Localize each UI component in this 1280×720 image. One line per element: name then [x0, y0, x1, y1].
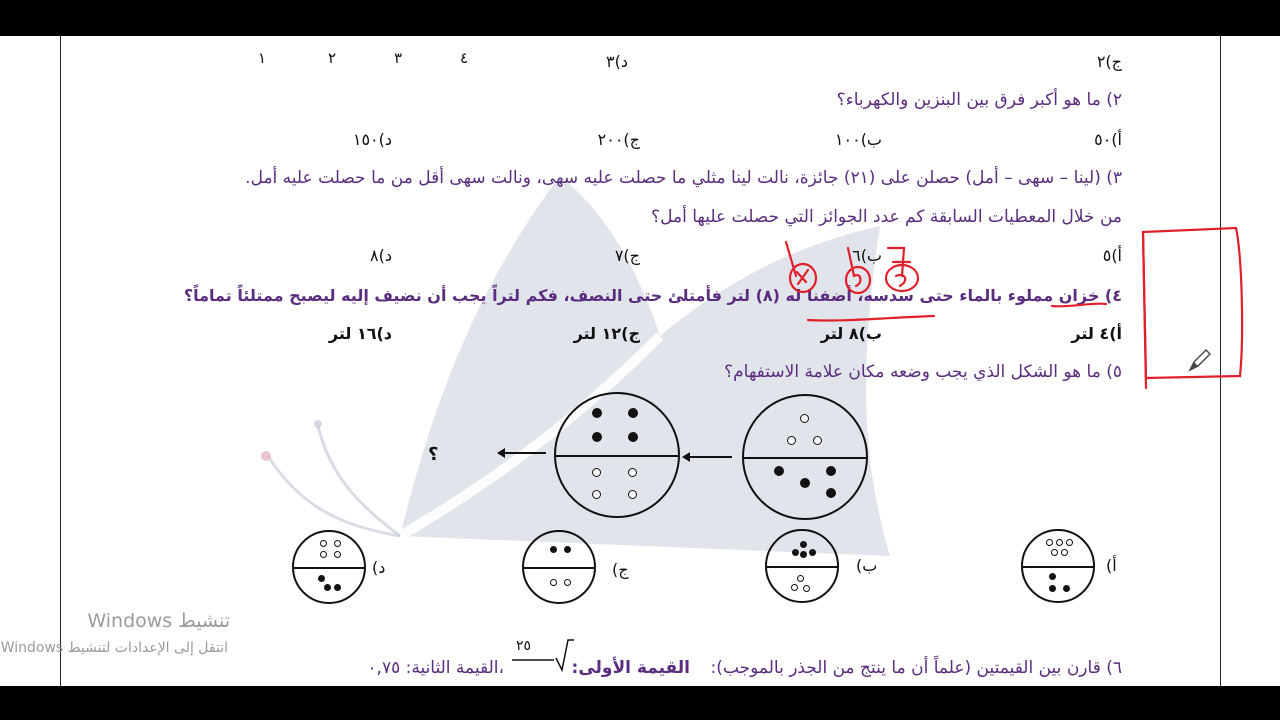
- q4-option-d: د)١٦ لتر: [328, 324, 392, 343]
- q5-option-c-label: ج): [612, 560, 629, 579]
- q3-option-c: ج)٧: [614, 246, 640, 265]
- video-letterbox-bottom: [0, 686, 1280, 720]
- q6-first-value-label: القيمة الأولى:: [571, 658, 690, 678]
- handwritten-annotations: [0, 36, 1280, 686]
- q2-option-a: أ)٥٠: [1094, 130, 1122, 149]
- q5-option-a-label: أ): [1106, 556, 1117, 575]
- q5-option-b-label: ب): [856, 556, 878, 575]
- q6-question: ٦) قارن بين القيمتين (علماً أن ما ينتج من الجذر بالموجب):: [710, 658, 1122, 678]
- number-4: ٤: [460, 49, 469, 67]
- q4-question: ٤) خزان مملوء بالماء حتى سدسه، أضفنا له (٨) لتر فأمتلئ حتى النصف، فكم لتراً يجب أن نضيف إليه ليصبح ممتلئاً تماماً؟: [183, 286, 1122, 305]
- windows-activation-subtitle: انتقل إلى الإعدادات لتنشيط Windows: [0, 640, 228, 656]
- q3-question-line1: ٣) (لينا – سهى – أمل) حصلن على (٢١) جائزة، نالت لينا مثلي ما حصلت عليه سهى، ونالت سهى أقل من ما حصلت عليه أمل.: [245, 168, 1122, 188]
- q2-option-b: ب)١٠٠: [834, 130, 882, 149]
- number-3: ٣: [394, 49, 403, 67]
- q1-option-d: د)٣: [606, 52, 628, 71]
- q4-option-a: أ)٤ لتر: [1071, 324, 1122, 343]
- number-2: ٢: [328, 49, 337, 67]
- q5-option-d-label: د): [372, 558, 386, 577]
- q6-second-value: ،القيمة الثانية: ٠,٧٥: [367, 658, 504, 678]
- video-letterbox-top: [0, 0, 1280, 36]
- q5-question: ٥) ما هو الشكل الذي يجب وضعه مكان علامة الاستفهام؟: [724, 362, 1122, 382]
- q3-option-a: أ)٥: [1102, 246, 1122, 265]
- q6-radicand: ٢٥: [516, 638, 532, 654]
- question-mark: ؟: [428, 444, 439, 465]
- pen-cursor-icon: [1186, 348, 1212, 378]
- q2-option-d: د)١٥٠: [352, 130, 392, 149]
- q3-option-d: د)٨: [370, 246, 392, 265]
- document-page: [0, 36, 1280, 686]
- q2-question: ٢) ما هو أكبر فرق بين البنزين والكهرباء؟: [836, 90, 1122, 110]
- q1-option-j: ج)٢: [1096, 52, 1122, 71]
- q4-option-c: ج)١٢ لتر: [573, 324, 640, 343]
- q3-question-line2: من خلال المعطيات السابقة كم عدد الجوائز التي حصلت عليها أمل؟: [651, 207, 1122, 227]
- q4-option-b: ب)٨ لتر: [820, 324, 882, 343]
- q2-option-c: ج)٢٠٠: [597, 130, 640, 149]
- q3-option-b: ب)٦: [852, 246, 882, 265]
- number-1: ١: [258, 49, 267, 67]
- windows-activation-title: تنشيط Windows: [87, 610, 230, 632]
